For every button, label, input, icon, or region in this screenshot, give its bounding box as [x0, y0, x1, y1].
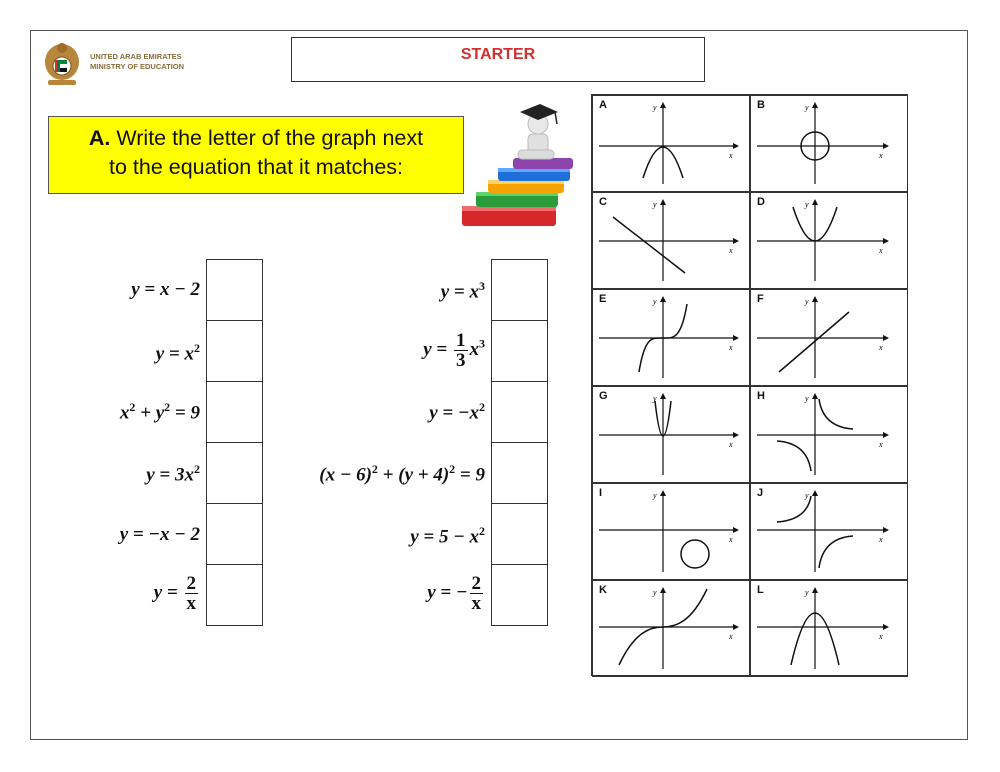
y-axis-label: y — [653, 588, 657, 597]
graph-cell-f[interactable] — [750, 289, 908, 386]
graph-g-plot — [593, 387, 751, 484]
ministry-label — [90, 52, 184, 72]
graph-letter: C — [599, 196, 607, 208]
graph-b-plot — [751, 96, 909, 193]
graph-letter: I — [599, 487, 603, 499]
x-axis-label: x — [729, 535, 733, 544]
graph-grid — [591, 94, 908, 676]
answer-box-mid-4[interactable] — [491, 442, 548, 504]
equation-mid-3: $y = -x^2$ — [429, 400, 485, 424]
x-axis-label: x — [879, 151, 883, 160]
answer-box-mid-1[interactable] — [491, 259, 548, 321]
y-axis-label: y — [653, 200, 657, 209]
equation-left-5: y = −x − 2 — [119, 524, 200, 545]
graph-cell-j[interactable] — [750, 483, 908, 580]
y-axis-label: y — [805, 394, 809, 403]
graph-d-plot — [751, 193, 909, 290]
x-axis-label: x — [879, 440, 883, 449]
graph-i-plot — [593, 484, 751, 581]
equation-left-2: $y = x^2$ — [155, 341, 200, 365]
graph-f-plot — [751, 290, 909, 387]
graph-cell-k[interactable] — [592, 580, 750, 677]
graph-letter: D — [757, 196, 765, 208]
answer-box-left-4[interactable] — [206, 442, 263, 504]
y-axis-label: y — [653, 297, 657, 306]
graph-letter: L — [757, 584, 764, 596]
graph-cell-b[interactable] — [750, 95, 908, 192]
graph-letter: G — [599, 390, 608, 402]
equation-mid-6: y = − $\frac{2}{x}$ — [427, 573, 481, 614]
graph-cell-e[interactable] — [592, 289, 750, 386]
instruction-line2: to the equation that it matches: — [108, 155, 404, 179]
y-axis-label: y — [653, 103, 657, 112]
answer-box-left-5[interactable] — [206, 503, 263, 565]
equation-left-6: y = $\frac{2}{x}$ — [153, 573, 196, 614]
graph-cell-l[interactable] — [750, 580, 908, 677]
graph-cell-g[interactable] — [592, 386, 750, 483]
y-axis-label: y — [805, 297, 809, 306]
page-title — [291, 37, 705, 82]
x-axis-label: x — [879, 632, 883, 641]
equation-left-1: y = x − 2 — [131, 279, 200, 300]
y-axis-label: y — [805, 200, 809, 209]
answer-box-mid-3[interactable] — [491, 381, 548, 443]
y-axis-label: y — [805, 491, 809, 500]
equation-mid-2: y = $\frac{1}{3}$ $x^3$ — [423, 330, 485, 371]
graph-l-plot — [751, 581, 909, 678]
x-axis-label: x — [729, 246, 733, 255]
graph-letter: K — [599, 584, 607, 596]
graph-letter: B — [757, 99, 765, 111]
equation-left-3: $x^2 + y^2 = 9$ — [119, 400, 200, 424]
graph-letter: E — [599, 293, 607, 305]
graph-cell-h[interactable] — [750, 386, 908, 483]
instruction-line1: Write the letter of the graph next — [116, 126, 424, 150]
y-axis-label: y — [805, 103, 809, 112]
graph-letter: H — [757, 390, 765, 402]
x-axis-label: x — [729, 632, 733, 641]
graph-letter: J — [757, 487, 764, 499]
equation-left-4: $y = 3x^2$ — [146, 462, 200, 486]
title-text: STARTER — [460, 46, 536, 63]
graph-c-plot — [593, 193, 751, 290]
y-axis-label: y — [653, 394, 657, 403]
graph-letter: F — [757, 293, 764, 305]
graph-cell-c[interactable] — [592, 192, 750, 289]
graph-a-plot — [593, 96, 751, 193]
graph-cell-a[interactable] — [592, 95, 750, 192]
x-axis-label: x — [879, 535, 883, 544]
graph-k-plot — [593, 581, 751, 678]
answer-box-left-2[interactable] — [206, 320, 263, 382]
equation-mid-5: $y = 5 - x^2$ — [410, 524, 485, 548]
x-axis-label: x — [729, 440, 733, 449]
graph-h-plot — [751, 387, 909, 484]
answer-box-mid-6[interactable] — [491, 564, 548, 626]
x-axis-label: x — [729, 343, 733, 352]
y-axis-label: y — [653, 491, 657, 500]
graph-j-plot — [751, 484, 909, 581]
graph-cell-d[interactable] — [750, 192, 908, 289]
instruction-box — [48, 116, 464, 194]
x-axis-label: x — [729, 151, 733, 160]
answer-box-left-1[interactable] — [206, 259, 263, 321]
answer-box-mid-2[interactable] — [491, 320, 548, 382]
x-axis-label: x — [879, 246, 883, 255]
equation-mid-4: $(x - 6)^2 + (y + 4)^2 = 9$ — [319, 462, 485, 486]
ministry-line1: UNITED ARAB EMIRATES — [90, 52, 182, 61]
instruction-label: A. — [88, 126, 111, 150]
answer-box-left-3[interactable] — [206, 381, 263, 443]
graph-cell-i[interactable] — [592, 483, 750, 580]
y-axis-label: y — [805, 588, 809, 597]
equation-mid-1: $y = x^3$ — [440, 279, 485, 303]
ministry-line2: MINISTRY OF EDUCATION — [90, 62, 185, 71]
x-axis-label: x — [879, 343, 883, 352]
books-graduate-illustration — [458, 98, 583, 232]
answer-box-mid-5[interactable] — [491, 503, 548, 565]
graph-letter: A — [599, 99, 607, 111]
graph-e-plot — [593, 290, 751, 387]
uae-emblem-icon — [42, 40, 82, 88]
answer-box-left-6[interactable] — [206, 564, 263, 626]
